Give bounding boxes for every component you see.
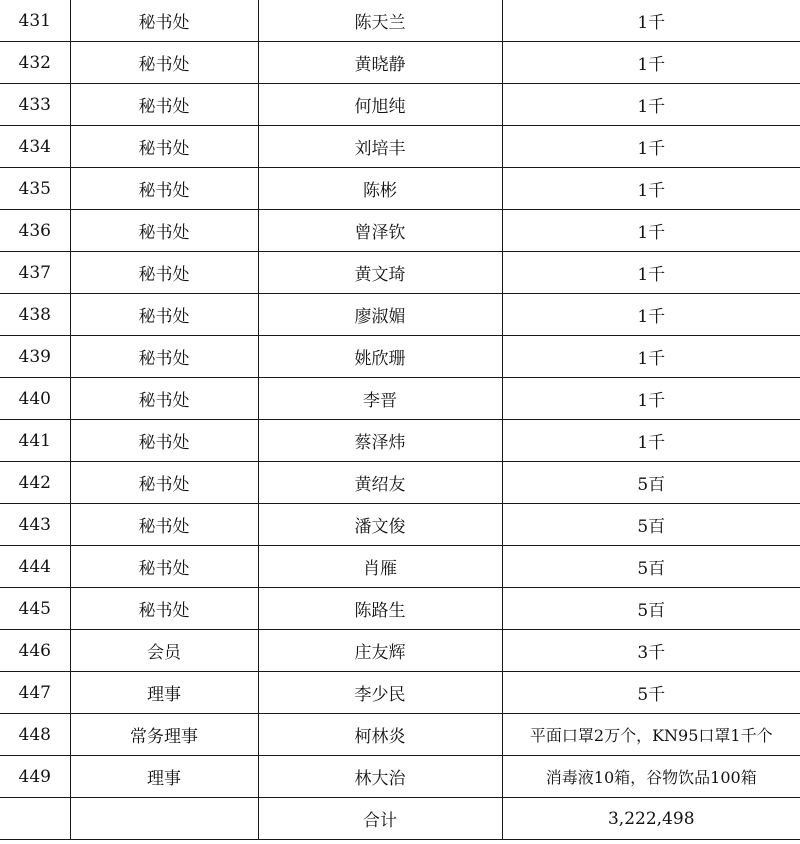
member-name: 黄文琦 [258,252,502,294]
member-role: 秘书处 [70,588,258,630]
total-row-role [70,798,258,840]
member-role: 秘书处 [70,168,258,210]
table-row [0,378,800,420]
member-role: 理事 [70,756,258,798]
member-name: 姚欣珊 [258,336,502,378]
row-number: 446 [0,630,70,672]
member-role: 常务理事 [70,714,258,756]
donation-amount: 1千 [502,126,800,168]
member-role: 会员 [70,630,258,672]
member-name: 林大治 [258,756,502,798]
member-name: 何旭纯 [258,84,502,126]
table-row [0,504,800,546]
donation-amount: 1千 [502,210,800,252]
row-number: 431 [0,0,70,42]
donation-amount: 5千 [502,672,800,714]
donation-amount: 5百 [502,504,800,546]
row-number: 449 [0,756,70,798]
row-number: 433 [0,84,70,126]
member-role: 秘书处 [70,0,258,42]
donation-amount: 平面口罩2万个，KN95口罩1千个 [502,714,800,756]
donation-amount: 5百 [502,546,800,588]
table-row [0,420,800,462]
table-row [0,588,800,630]
table-row [0,756,800,798]
table-row [0,672,800,714]
member-name: 蔡泽炜 [258,420,502,462]
row-number: 437 [0,252,70,294]
total-value: 3,222,498 [502,798,800,840]
table-row [0,210,800,252]
member-role: 秘书处 [70,42,258,84]
row-number: 442 [0,462,70,504]
member-name: 陈路生 [258,588,502,630]
donation-amount: 1千 [502,336,800,378]
member-name: 曾泽钦 [258,210,502,252]
table-row [0,546,800,588]
donation-amount: 5百 [502,462,800,504]
member-name: 肖雁 [258,546,502,588]
member-name: 黄绍友 [258,462,502,504]
row-number: 435 [0,168,70,210]
donation-amount: 5百 [502,588,800,630]
table-row [0,252,800,294]
member-role: 秘书处 [70,462,258,504]
member-role: 秘书处 [70,252,258,294]
table-row [0,714,800,756]
donation-amount: 1千 [502,378,800,420]
member-role: 秘书处 [70,336,258,378]
row-number: 443 [0,504,70,546]
member-role: 秘书处 [70,420,258,462]
member-role: 秘书处 [70,126,258,168]
member-name: 柯林炎 [258,714,502,756]
table-row [0,168,800,210]
row-number: 444 [0,546,70,588]
member-name: 陈彬 [258,168,502,210]
donation-amount: 消毒液10箱，谷物饮品100箱 [502,756,800,798]
table-row [0,0,800,42]
table-row [0,294,800,336]
donation-amount: 1千 [502,0,800,42]
row-number: 434 [0,126,70,168]
total-label: 合计 [258,798,502,840]
row-number: 447 [0,672,70,714]
table-row [0,462,800,504]
row-number: 440 [0,378,70,420]
donation-amount: 1千 [502,252,800,294]
table-row [0,84,800,126]
donation-amount: 1千 [502,84,800,126]
donation-amount: 3千 [502,630,800,672]
member-role: 秘书处 [70,504,258,546]
table-row [0,42,800,84]
total-row-number [0,798,70,840]
table-row [0,126,800,168]
member-name: 潘文俊 [258,504,502,546]
row-number: 445 [0,588,70,630]
table-row [0,630,800,672]
donation-amount: 1千 [502,42,800,84]
row-number: 448 [0,714,70,756]
member-name: 陈天兰 [258,0,502,42]
member-name: 庄友辉 [258,630,502,672]
row-number: 432 [0,42,70,84]
member-role: 秘书处 [70,378,258,420]
row-number: 438 [0,294,70,336]
donation-amount: 1千 [502,168,800,210]
donation-amount: 1千 [502,420,800,462]
table-row [0,336,800,378]
member-name: 黄晓静 [258,42,502,84]
member-role: 秘书处 [70,210,258,252]
member-role: 秘书处 [70,294,258,336]
row-number: 436 [0,210,70,252]
member-name: 廖淑媚 [258,294,502,336]
row-number: 441 [0,420,70,462]
member-role: 秘书处 [70,546,258,588]
member-name: 刘培丰 [258,126,502,168]
donation-amount: 1千 [502,294,800,336]
row-number: 439 [0,336,70,378]
member-role: 理事 [70,672,258,714]
total-row [0,798,800,840]
member-name: 李晋 [258,378,502,420]
member-name: 李少民 [258,672,502,714]
member-role: 秘书处 [70,84,258,126]
